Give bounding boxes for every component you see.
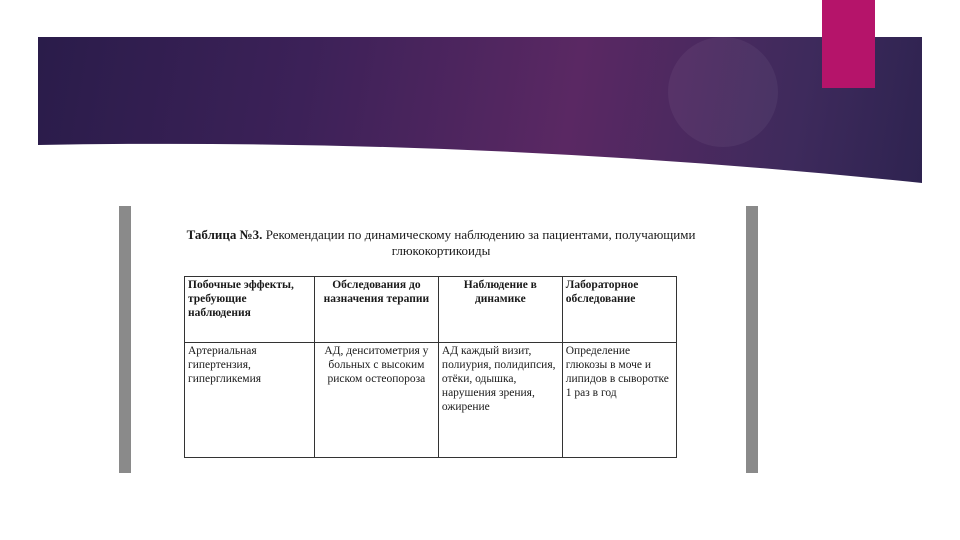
table-number: Таблица №3. xyxy=(186,227,263,242)
left-side-bar xyxy=(119,206,131,473)
header-cell: Обследования до назначения терапии xyxy=(314,277,438,343)
table-cell: АД, денситометрия у больных с высоким риском остеопороза xyxy=(314,343,438,458)
table-cell: Определение глюкозы в моче и липидов в сыворотке 1 раз в год xyxy=(562,343,676,458)
table-cell: АД каждый визит, полиурия, полидипсия, отёки, одышка, нарушения зрения, ожирение xyxy=(438,343,562,458)
accent-tab xyxy=(822,0,875,88)
header-banner xyxy=(38,37,922,183)
header-cell: Наблюдение в динамике xyxy=(438,277,562,343)
table-cell: Артериальная гипертензия, гипергликемия xyxy=(185,343,315,458)
banner-decoration-circle xyxy=(668,37,778,147)
recommendations-table xyxy=(184,276,677,458)
table-image xyxy=(131,206,746,473)
table-caption xyxy=(181,227,701,259)
table-caption-text: Рекомендации по динамическому наблюдению за пациентами, получающими глюкокортикоиды xyxy=(265,227,696,258)
table-header-row xyxy=(185,277,677,343)
header-cell: Лабораторное обследование xyxy=(562,277,676,343)
right-side-bar xyxy=(746,206,758,473)
header-cell: Побочные эффекты, требующие наблюдения xyxy=(185,277,315,343)
table-row xyxy=(185,343,677,458)
